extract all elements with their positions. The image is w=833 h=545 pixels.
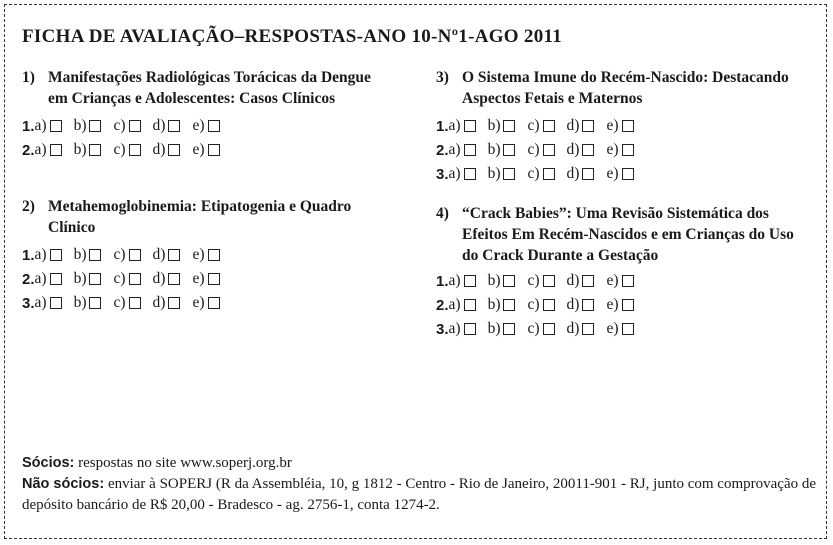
answer-checkbox[interactable] [168, 297, 180, 309]
question-number: 3. [22, 294, 35, 312]
answer-checkbox[interactable] [503, 299, 515, 311]
answer-option [74, 294, 102, 312]
option-label: d) [152, 294, 166, 311]
option-label: c) [527, 320, 540, 337]
option-label: e) [606, 117, 619, 134]
option-label: d) [152, 270, 166, 287]
option-label: b) [487, 165, 501, 182]
answer-checkbox[interactable] [503, 120, 515, 132]
option-label: e) [192, 294, 205, 311]
option-label: b) [73, 294, 87, 311]
answer-checkbox[interactable] [464, 323, 476, 335]
option-label: c) [113, 270, 126, 287]
answer-checkbox[interactable] [89, 297, 101, 309]
answer-option [153, 294, 181, 312]
answer-option [527, 320, 554, 338]
answer-option [527, 117, 554, 135]
answer-option [192, 246, 219, 264]
answer-option [449, 320, 476, 338]
section-number: 2) [22, 198, 35, 215]
answer-option [35, 270, 62, 288]
answer-checkbox[interactable] [89, 120, 101, 132]
option-label: c) [527, 165, 540, 182]
question-row [22, 243, 372, 267]
option-label: b) [487, 296, 501, 313]
option-label: e) [606, 296, 619, 313]
answer-checkbox[interactable] [464, 299, 476, 311]
option-label: a) [448, 296, 461, 313]
option-label: b) [487, 117, 501, 134]
option-label: b) [487, 272, 501, 289]
option-label: d) [566, 165, 580, 182]
option-label: a) [34, 141, 47, 158]
option-label: c) [527, 117, 540, 134]
option-label: a) [34, 117, 47, 134]
answer-checkbox[interactable] [622, 168, 634, 180]
socios-line [22, 453, 817, 474]
answer-checkbox[interactable] [543, 120, 555, 132]
answer-option [449, 272, 476, 290]
answer-checkbox[interactable] [168, 120, 180, 132]
option-label: c) [113, 117, 126, 134]
question-row [436, 317, 810, 341]
option-label: b) [73, 141, 87, 158]
section-number: 3) [436, 69, 449, 86]
answer-option [606, 272, 633, 290]
answer-checkbox[interactable] [543, 168, 555, 180]
answer-option [606, 141, 633, 159]
section-title: O Sistema Imune do Recém-Nascido: Destacando Aspectos Fetais e Maternos [462, 69, 789, 107]
section-title: Manifestações Radiológicas Torácicas da Dengue em Crianças e Adolescentes: Casos Clínicos [48, 69, 371, 107]
answer-checkbox[interactable] [89, 249, 101, 261]
option-label: b) [487, 141, 501, 158]
answer-option [113, 117, 140, 135]
section-number: 4) [436, 205, 449, 222]
answer-checkbox[interactable] [50, 249, 62, 261]
option-label: d) [566, 272, 580, 289]
answer-option [606, 296, 633, 314]
question-row [22, 267, 372, 291]
answer-option [113, 294, 140, 312]
answer-checkbox[interactable] [208, 144, 220, 156]
answer-checkbox[interactable] [582, 323, 594, 335]
option-label: d) [566, 296, 580, 313]
answer-option [192, 270, 219, 288]
option-label: c) [113, 294, 126, 311]
option-label: b) [73, 246, 87, 263]
option-label: a) [448, 117, 461, 134]
option-label: c) [527, 272, 540, 289]
answer-checkbox[interactable] [622, 120, 634, 132]
option-label: c) [113, 246, 126, 263]
question-row [22, 138, 382, 162]
option-label: e) [192, 117, 205, 134]
option-label: c) [527, 141, 540, 158]
answer-checkbox[interactable] [50, 144, 62, 156]
option-label: a) [34, 294, 47, 311]
answer-checkbox[interactable] [503, 168, 515, 180]
answer-option [488, 165, 516, 183]
answer-checkbox[interactable] [503, 275, 515, 287]
question-number: 1. [436, 117, 449, 135]
option-label: d) [152, 141, 166, 158]
answer-option [567, 272, 595, 290]
answer-option [113, 246, 140, 264]
socios-text: respostas no site www.soperj.org.br [78, 455, 292, 471]
answer-checkbox[interactable] [50, 120, 62, 132]
answer-option [606, 165, 633, 183]
answer-option [606, 320, 633, 338]
answer-checkbox[interactable] [543, 323, 555, 335]
answer-option [488, 117, 516, 135]
answer-option [35, 246, 62, 264]
question-row [436, 114, 796, 138]
question-number: 2. [22, 270, 35, 288]
answer-option [35, 141, 62, 159]
answer-option [488, 320, 516, 338]
answer-option [153, 270, 181, 288]
answer-option [113, 141, 140, 159]
question-number: 2. [436, 296, 449, 314]
answer-option [74, 270, 102, 288]
question-row [436, 138, 796, 162]
section-2 [22, 196, 372, 315]
option-label: e) [192, 141, 205, 158]
answer-option [153, 246, 181, 264]
question-row [436, 293, 810, 317]
question-number: 3. [436, 320, 449, 338]
answer-option [527, 272, 554, 290]
answer-checkbox[interactable] [622, 144, 634, 156]
section-heading [436, 67, 796, 109]
answer-option [449, 141, 476, 159]
option-label: d) [152, 246, 166, 263]
option-label: a) [34, 270, 47, 287]
option-label: d) [566, 117, 580, 134]
answer-option [606, 117, 633, 135]
answer-checkbox[interactable] [50, 273, 62, 285]
question-number: 1. [22, 117, 35, 135]
option-label: a) [448, 141, 461, 158]
answer-option [567, 320, 595, 338]
section-1 [22, 67, 382, 162]
answer-checkbox[interactable] [168, 273, 180, 285]
answer-checkbox[interactable] [129, 297, 141, 309]
question-number: 1. [436, 272, 449, 290]
question-number: 2. [436, 141, 449, 159]
answer-option [153, 141, 181, 159]
answer-option [35, 117, 62, 135]
answer-option [527, 141, 554, 159]
option-label: d) [152, 117, 166, 134]
answer-checkbox[interactable] [582, 299, 594, 311]
answer-checkbox[interactable] [208, 273, 220, 285]
answer-checkbox[interactable] [582, 120, 594, 132]
socios-label: Sócios: [22, 455, 75, 471]
answer-checkbox[interactable] [543, 144, 555, 156]
section-4 [436, 203, 810, 341]
option-label: d) [566, 320, 580, 337]
option-label: e) [606, 165, 619, 182]
option-label: a) [448, 320, 461, 337]
section-heading [22, 67, 382, 109]
answer-checkbox[interactable] [129, 249, 141, 261]
section-heading [22, 196, 372, 238]
answer-checkbox[interactable] [168, 249, 180, 261]
answer-option [192, 141, 219, 159]
answer-option [192, 294, 219, 312]
answer-option [567, 141, 595, 159]
answer-checkbox[interactable] [582, 168, 594, 180]
answer-checkbox[interactable] [464, 120, 476, 132]
option-label: c) [113, 141, 126, 158]
answer-checkbox[interactable] [168, 144, 180, 156]
answer-option [35, 294, 62, 312]
question-number: 1. [22, 246, 35, 264]
answer-option [567, 117, 595, 135]
answer-checkbox[interactable] [622, 299, 634, 311]
option-label: e) [606, 272, 619, 289]
option-label: b) [487, 320, 501, 337]
option-label: a) [34, 246, 47, 263]
option-label: b) [73, 270, 87, 287]
answer-checkbox[interactable] [464, 168, 476, 180]
section-3 [436, 67, 796, 186]
answer-option [192, 117, 219, 135]
answer-checkbox[interactable] [503, 144, 515, 156]
answer-option [567, 296, 595, 314]
footer-instructions [22, 453, 817, 516]
question-row [436, 162, 796, 186]
nao-socios-text: enviar à SOPERJ (R da Assembléia, 10, g 1812 - Centro - Rio de Janeiro, 20011-901 - RJ, junto com comprovação de depósito bancário de R$ 20,00 - Bradesco - ag. 2756-1, conta 1274-2. [22, 476, 817, 513]
answer-option [449, 296, 476, 314]
option-label: e) [606, 141, 619, 158]
answer-checkbox[interactable] [89, 144, 101, 156]
section-heading [436, 203, 810, 266]
option-label: c) [527, 296, 540, 313]
answer-option [74, 117, 102, 135]
question-row [436, 269, 810, 293]
answer-option [488, 272, 516, 290]
nao-socios-line [22, 474, 817, 516]
answer-checkbox[interactable] [582, 275, 594, 287]
answer-checkbox[interactable] [208, 249, 220, 261]
answer-checkbox[interactable] [503, 323, 515, 335]
answer-checkbox[interactable] [622, 275, 634, 287]
answer-checkbox[interactable] [50, 297, 62, 309]
section-title: Metahemoglobinemia: Etipatogenia e Quadro Clínico [48, 198, 352, 236]
answer-checkbox[interactable] [129, 273, 141, 285]
answer-checkbox[interactable] [543, 275, 555, 287]
answer-option [449, 165, 476, 183]
answer-checkbox[interactable] [543, 299, 555, 311]
answer-checkbox[interactable] [208, 297, 220, 309]
question-number: 3. [436, 165, 449, 183]
option-label: a) [448, 272, 461, 289]
answer-checkbox[interactable] [464, 275, 476, 287]
answer-option [153, 117, 181, 135]
answer-option [488, 141, 516, 159]
answer-checkbox[interactable] [622, 323, 634, 335]
answer-checkbox[interactable] [582, 144, 594, 156]
question-row [22, 291, 372, 315]
answer-checkbox[interactable] [129, 144, 141, 156]
option-label: e) [606, 320, 619, 337]
answer-option [567, 165, 595, 183]
answer-option [449, 117, 476, 135]
answer-option [113, 270, 140, 288]
option-label: b) [73, 117, 87, 134]
answer-checkbox[interactable] [208, 120, 220, 132]
section-number: 1) [22, 69, 35, 86]
answer-option [527, 165, 554, 183]
form-title: FICHA DE AVALIAÇÃO–RESPOSTAS-ANO 10-Nº1-AGO 2011 [22, 26, 563, 47]
option-label: e) [192, 246, 205, 263]
answer-checkbox[interactable] [464, 144, 476, 156]
answer-option [74, 246, 102, 264]
option-label: d) [566, 141, 580, 158]
answer-option [488, 296, 516, 314]
answer-checkbox[interactable] [129, 120, 141, 132]
answer-checkbox[interactable] [89, 273, 101, 285]
question-row [22, 114, 382, 138]
section-title: “Crack Babies”: Uma Revisão Sistemática dos Efeitos Em Recém-Nascidos e em Crianças do Uso do Crack Durante a Gestação [462, 205, 794, 264]
answer-option [527, 296, 554, 314]
answer-option [74, 141, 102, 159]
question-number: 2. [22, 141, 35, 159]
nao-socios-label: Não sócios: [22, 476, 105, 492]
option-label: e) [192, 270, 205, 287]
option-label: a) [448, 165, 461, 182]
